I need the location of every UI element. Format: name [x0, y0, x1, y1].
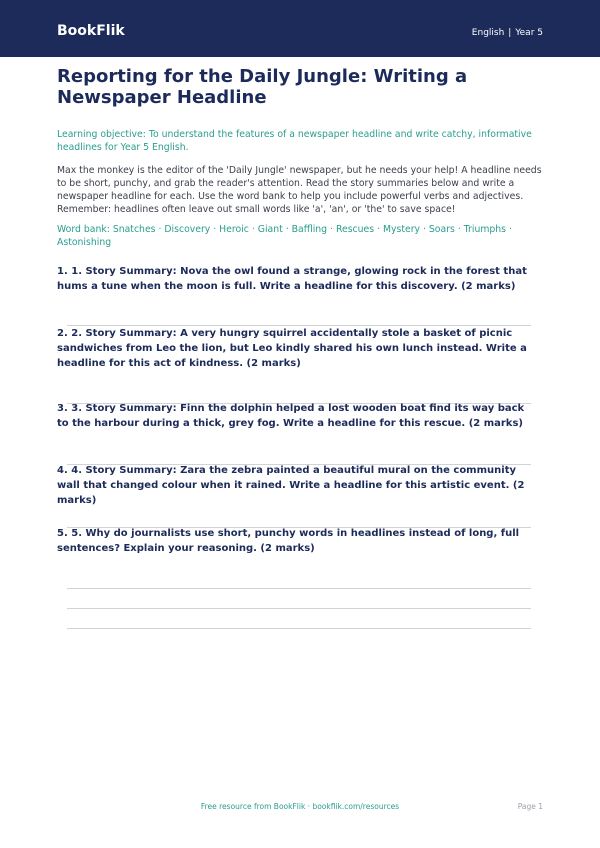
- page-title: Reporting for the Daily Jungle: Writing a Newspaper Headline: [57, 66, 468, 108]
- page-header: [0, 0, 600, 57]
- separator: |: [508, 28, 512, 38]
- question-2: 2. 2. Story Summary: A very hungry squirrel accidentally stole a basket of picnic sandwiches from Leo the lion, but Leo kindly shared his own lunch instead. Write a headline for this act of kindness. (2 marks): [57, 328, 527, 369]
- answer-line[interactable]: [67, 608, 531, 609]
- instructions: Max the monkey is the editor of the 'Daily Jungle' newspaper, but he needs your help! A headline needs to be short, punchy, and grab the reader's attention. Read the story summaries below and write a newspaper headline for each. Use the word bank to help you include powerful verbs and adjectives. Remember: headlines often leave out small words like 'a', 'an', or 'the' to save space!: [57, 165, 542, 215]
- learning-objective: Learning objective: To understand the features of a newspaper headline and write catchy, informative headlines for Year 5 English.: [57, 129, 532, 153]
- question-3: 3. 3. Story Summary: Finn the dolphin helped a lost wooden boat find its way back to the harbour during a thick, grey fog. Write a headline for this rescue. (2 marks): [57, 403, 525, 429]
- brand-logo: BookFlik: [57, 23, 125, 39]
- footer-credit: Free resource from BookFlik · bookflik.com/resources: [200, 802, 400, 811]
- answer-line[interactable]: [67, 588, 531, 589]
- word-bank: Word bank: Snatches · Discovery · Heroic · Giant · Baffling · Rescues · Mystery · Soars · Triumphs · Astonishing: [57, 224, 512, 248]
- worksheet-intro: [57, 66, 543, 249]
- year-label: Year 5: [515, 28, 543, 38]
- page-number: Page 1: [517, 802, 543, 811]
- question-4: 4. 4. Story Summary: Zara the zebra painted a beautiful mural on the community wall that changed colour when it rained. Write a headline for this artistic event. (2 marks): [57, 465, 525, 506]
- answer-line[interactable]: [67, 628, 531, 629]
- question-5: 5. 5. Why do journalists use short, punchy words in headlines instead of long, full sentences? Explain your reasoning. (2 marks): [57, 528, 520, 554]
- subject-label: English: [471, 28, 505, 38]
- question-1: 1. 1. Story Summary: Nova the owl found a strange, glowing rock in the forest that hums a tune when the moon is full. Write a headline for this discovery. (2 marks): [57, 266, 527, 292]
- subject-year: [472, 26, 543, 40]
